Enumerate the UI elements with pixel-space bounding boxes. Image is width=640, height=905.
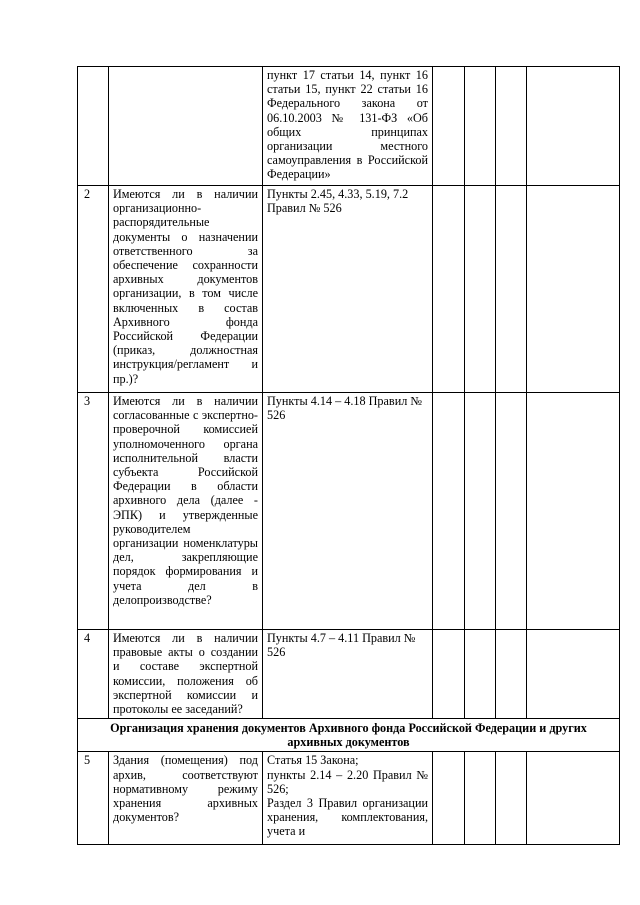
table-row (78, 186, 620, 393)
answer-no-cell (465, 393, 496, 630)
question-cell (109, 67, 263, 186)
question-cell: Имеются ли в наличии организационно-распорядительные документы о назначении ответственного за обеспечение сохранности архивных документов организации, в том числе включенных в состав Архивного фонда Российской Федерации (приказ, должностная инструкция/регламент и пр.)? (109, 186, 263, 393)
legal-basis-line: Статья 15 Закона; (267, 753, 359, 768)
legal-basis-cell: пункт 17 статьи 14, пункт 16 статьи 15, пункт 22 статьи 16 Федерального закона от 06.10.2003 № 131-ФЗ «Об общих принципах организации местного самоуправления в Российской Федерации» (263, 67, 433, 186)
answer-yes-cell (433, 630, 465, 719)
row-number (78, 67, 109, 186)
note-cell (527, 393, 620, 630)
question-cell: Здания (помещения) под архив, соответствуют нормативному режиму хранения архивных документов? (109, 752, 263, 845)
answer-na-cell (496, 630, 527, 719)
row-number: 2 (78, 186, 109, 393)
note-cell (527, 752, 620, 845)
section-title: Организация хранения документов Архивного фонда Российской Федерации и других архивных документов (78, 719, 620, 752)
question-cell: Имеются ли в наличии правовые акты о создании и составе экспертной комиссии, положения об экспертной комиссии и протоколы ее заседаний? (109, 630, 263, 719)
table-row (78, 393, 620, 630)
row-number: 4 (78, 630, 109, 719)
answer-no-cell (465, 67, 496, 186)
note-cell (527, 67, 620, 186)
table-row (78, 752, 620, 845)
answer-no-cell (465, 186, 496, 393)
answer-yes-cell (433, 186, 465, 393)
answer-na-cell (496, 67, 527, 186)
row-number: 3 (78, 393, 109, 630)
answer-na-cell (496, 752, 527, 845)
checklist-table (77, 66, 620, 845)
legal-basis-cell: Пункты 4.7 – 4.11 Правил № 526 (263, 630, 433, 719)
section-header-row (78, 719, 620, 752)
row-number: 5 (78, 752, 109, 845)
answer-no-cell (465, 630, 496, 719)
answer-na-cell (496, 186, 527, 393)
note-cell (527, 186, 620, 393)
answer-na-cell (496, 393, 527, 630)
answer-yes-cell (433, 752, 465, 845)
legal-basis-line: пункты 2.14 – 2.20 Правил № 526; (267, 767, 428, 796)
table-row (78, 67, 620, 186)
answer-yes-cell (433, 67, 465, 186)
answer-yes-cell (433, 393, 465, 630)
answer-no-cell (465, 752, 496, 845)
note-cell (527, 630, 620, 719)
legal-basis-cell: Пункты 2.45, 4.33, 5.19, 7.2 Правил № 526 (263, 186, 433, 393)
legal-basis-cell (263, 752, 433, 845)
legal-basis-line: Раздел 3 Правил организации хранения, комплектования, учета и (267, 796, 428, 839)
table-row (78, 630, 620, 719)
legal-basis-cell: Пункты 4.14 – 4.18 Правил № 526 (263, 393, 433, 630)
question-cell: Имеются ли в наличии согласованные с экспертно-проверочной комиссией уполномоченного органа исполнительной власти субъекта Российской Федерации в области архивного дела (далее - ЭПК) и утвержденные руководителем организации номенклатуры дел, закрепляющие порядок формирования и учета дел в делопроизводстве? (109, 393, 263, 630)
